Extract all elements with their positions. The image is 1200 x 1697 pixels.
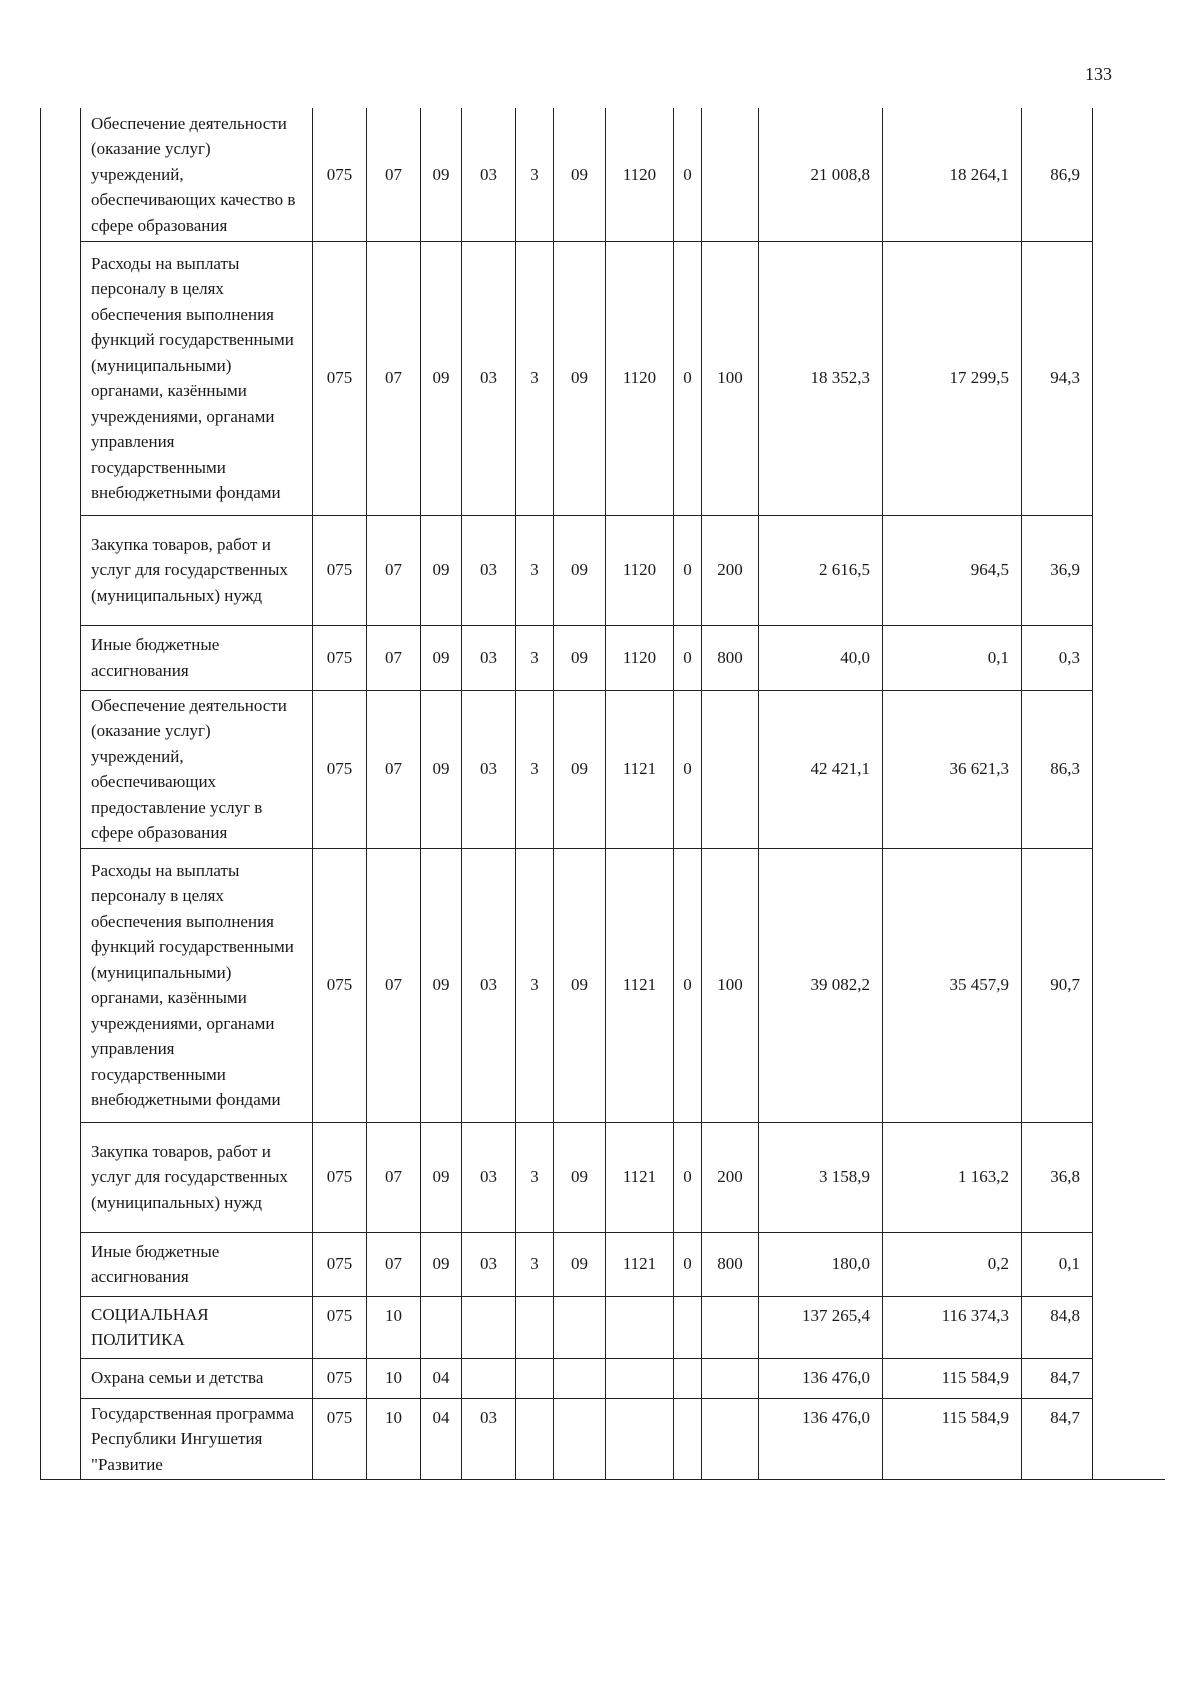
code-c6 [554,1358,606,1398]
code-c5 [516,1358,554,1398]
code-c3: 09 [421,515,462,625]
value-fact: 116 374,3 [883,1296,1022,1358]
code-c4: 03 [462,625,516,690]
table-row [41,515,1165,625]
code-c2: 07 [367,515,421,625]
table-row [41,1358,1165,1398]
code-c7: 1120 [606,625,674,690]
code-c1: 075 [313,1296,367,1358]
row-name: Закупка товаров, работ и услуг для государственных (муниципальных) нужд [81,515,313,625]
right-margin-cell [1093,515,1165,625]
code-c1: 075 [313,690,367,848]
margin-cell [41,625,81,690]
code-c9: 800 [702,1232,759,1296]
table-row [41,848,1165,1122]
table-row [41,690,1165,848]
right-margin-cell [1093,108,1165,241]
code-c3: 09 [421,108,462,241]
value-pct: 36,9 [1022,515,1093,625]
code-c1: 075 [313,1122,367,1232]
code-c9: 800 [702,625,759,690]
code-c5: 3 [516,690,554,848]
page-number: 133 [1085,64,1112,84]
margin-cell [41,1232,81,1296]
code-c2: 07 [367,1232,421,1296]
code-c2: 07 [367,108,421,241]
code-c8: 0 [674,690,702,848]
value-plan: 136 476,0 [759,1398,883,1480]
code-c2: 10 [367,1358,421,1398]
code-c3: 04 [421,1398,462,1480]
right-margin-cell [1093,1296,1165,1358]
code-c5: 3 [516,848,554,1122]
code-c8: 0 [674,241,702,515]
code-c6: 09 [554,241,606,515]
code-c7: 1120 [606,241,674,515]
code-c3: 09 [421,690,462,848]
table-row [41,108,1165,241]
code-c3: 04 [421,1358,462,1398]
code-c5: 3 [516,515,554,625]
code-c5: 3 [516,625,554,690]
code-c5: 3 [516,1122,554,1232]
code-c7: 1121 [606,690,674,848]
code-c6: 09 [554,848,606,1122]
table-row [41,241,1165,515]
value-fact: 0,1 [883,625,1022,690]
code-c9 [702,108,759,241]
margin-cell [41,515,81,625]
right-margin-cell [1093,241,1165,515]
code-c9 [702,690,759,848]
code-c7: 1121 [606,1122,674,1232]
code-c3: 09 [421,1232,462,1296]
code-c3 [421,1296,462,1358]
value-pct: 86,9 [1022,108,1093,241]
code-c7 [606,1358,674,1398]
margin-cell [41,1122,81,1232]
table-row [41,1296,1165,1358]
code-c7 [606,1398,674,1480]
code-c6 [554,1296,606,1358]
value-fact: 964,5 [883,515,1022,625]
code-c4: 03 [462,848,516,1122]
code-c2: 07 [367,1122,421,1232]
code-c3: 09 [421,241,462,515]
right-margin-cell [1093,1122,1165,1232]
row-name: Обеспечение деятельности (оказание услуг) учреждений, обеспечивающих качество в сфере образования [81,108,313,241]
code-c8: 0 [674,625,702,690]
code-c1: 075 [313,108,367,241]
code-c4 [462,1358,516,1398]
row-name: Расходы на выплаты персоналу в целях обеспечения выполнения функций государственными (муниципальными) органами, казёнными учреждениями, органами управления государственными внебюджетными фондами [81,241,313,515]
code-c9 [702,1398,759,1480]
code-c6: 09 [554,108,606,241]
code-c8: 0 [674,108,702,241]
code-c1: 075 [313,241,367,515]
value-pct: 86,3 [1022,690,1093,848]
code-c9 [702,1358,759,1398]
value-fact: 1 163,2 [883,1122,1022,1232]
margin-cell [41,690,81,848]
value-plan: 137 265,4 [759,1296,883,1358]
code-c4 [462,1296,516,1358]
row-name: Иные бюджетные ассигнования [81,1232,313,1296]
code-c4: 03 [462,108,516,241]
code-c9 [702,1296,759,1358]
code-c6: 09 [554,1122,606,1232]
row-name: СОЦИАЛЬНАЯ ПОЛИТИКА [81,1296,313,1358]
value-fact: 115 584,9 [883,1358,1022,1398]
value-pct: 36,8 [1022,1122,1093,1232]
code-c9: 100 [702,241,759,515]
value-plan: 3 158,9 [759,1122,883,1232]
table-row [41,1232,1165,1296]
code-c2: 07 [367,690,421,848]
value-plan: 40,0 [759,625,883,690]
right-margin-cell [1093,1358,1165,1398]
margin-cell [41,108,81,241]
code-c4: 03 [462,690,516,848]
code-c8 [674,1296,702,1358]
value-pct: 90,7 [1022,848,1093,1122]
value-fact: 0,2 [883,1232,1022,1296]
margin-cell [41,1398,81,1480]
code-c4: 03 [462,1232,516,1296]
value-plan: 21 008,8 [759,108,883,241]
code-c5 [516,1296,554,1358]
code-c2: 07 [367,848,421,1122]
value-pct: 94,3 [1022,241,1093,515]
code-c5: 3 [516,108,554,241]
code-c6: 09 [554,625,606,690]
right-margin-cell [1093,625,1165,690]
value-pct: 84,7 [1022,1398,1093,1480]
code-c5 [516,1398,554,1480]
value-plan: 180,0 [759,1232,883,1296]
code-c5: 3 [516,1232,554,1296]
code-c3: 09 [421,1122,462,1232]
value-fact: 18 264,1 [883,108,1022,241]
margin-cell [41,241,81,515]
row-name: Охрана семьи и детства [81,1358,313,1398]
code-c6: 09 [554,690,606,848]
value-pct: 0,3 [1022,625,1093,690]
margin-cell [41,848,81,1122]
value-plan: 2 616,5 [759,515,883,625]
code-c8: 0 [674,515,702,625]
row-name: Закупка товаров, работ и услуг для государственных (муниципальных) нужд [81,1122,313,1232]
code-c1: 075 [313,1358,367,1398]
value-plan: 18 352,3 [759,241,883,515]
code-c3: 09 [421,848,462,1122]
row-name: Иные бюджетные ассигнования [81,625,313,690]
right-margin-cell [1093,1232,1165,1296]
right-margin-cell [1093,848,1165,1122]
value-fact: 115 584,9 [883,1398,1022,1480]
margin-cell [41,1358,81,1398]
code-c8 [674,1358,702,1398]
code-c9: 200 [702,515,759,625]
code-c1: 075 [313,1398,367,1480]
value-fact: 17 299,5 [883,241,1022,515]
code-c3: 09 [421,625,462,690]
code-c5: 3 [516,241,554,515]
code-c4: 03 [462,241,516,515]
code-c8: 0 [674,848,702,1122]
code-c7: 1121 [606,1232,674,1296]
code-c1: 075 [313,625,367,690]
table-row [41,625,1165,690]
code-c2: 07 [367,625,421,690]
code-c9: 200 [702,1122,759,1232]
code-c9: 100 [702,848,759,1122]
row-name: Обеспечение деятельности (оказание услуг) учреждений, обеспечивающих предоставление услуг в сфере образования [81,690,313,848]
value-plan: 42 421,1 [759,690,883,848]
code-c7: 1121 [606,848,674,1122]
code-c1: 075 [313,515,367,625]
table-row [41,1398,1165,1480]
code-c2: 10 [367,1296,421,1358]
code-c4: 03 [462,515,516,625]
budget-table [40,108,1165,1480]
code-c6: 09 [554,515,606,625]
code-c1: 075 [313,1232,367,1296]
value-pct: 84,8 [1022,1296,1093,1358]
code-c7: 1120 [606,108,674,241]
code-c2: 10 [367,1398,421,1480]
right-margin-cell [1093,690,1165,848]
row-name: Расходы на выплаты персоналу в целях обеспечения выполнения функций государственными (муниципальными) органами, казёнными учреждениями, органами управления государственными внебюджетными фондами [81,848,313,1122]
code-c6 [554,1398,606,1480]
code-c8: 0 [674,1232,702,1296]
code-c8 [674,1398,702,1480]
code-c1: 075 [313,848,367,1122]
margin-cell [41,1296,81,1358]
value-pct: 0,1 [1022,1232,1093,1296]
value-fact: 36 621,3 [883,690,1022,848]
value-plan: 136 476,0 [759,1358,883,1398]
table-row [41,1122,1165,1232]
code-c7: 1120 [606,515,674,625]
row-name: Государственная программа Республики Ингушетия "Развитие [81,1398,313,1480]
value-plan: 39 082,2 [759,848,883,1122]
code-c4: 03 [462,1398,516,1480]
right-margin-cell [1093,1398,1165,1480]
code-c4: 03 [462,1122,516,1232]
value-fact: 35 457,9 [883,848,1022,1122]
code-c7 [606,1296,674,1358]
value-pct: 84,7 [1022,1358,1093,1398]
code-c6: 09 [554,1232,606,1296]
code-c8: 0 [674,1122,702,1232]
code-c2: 07 [367,241,421,515]
